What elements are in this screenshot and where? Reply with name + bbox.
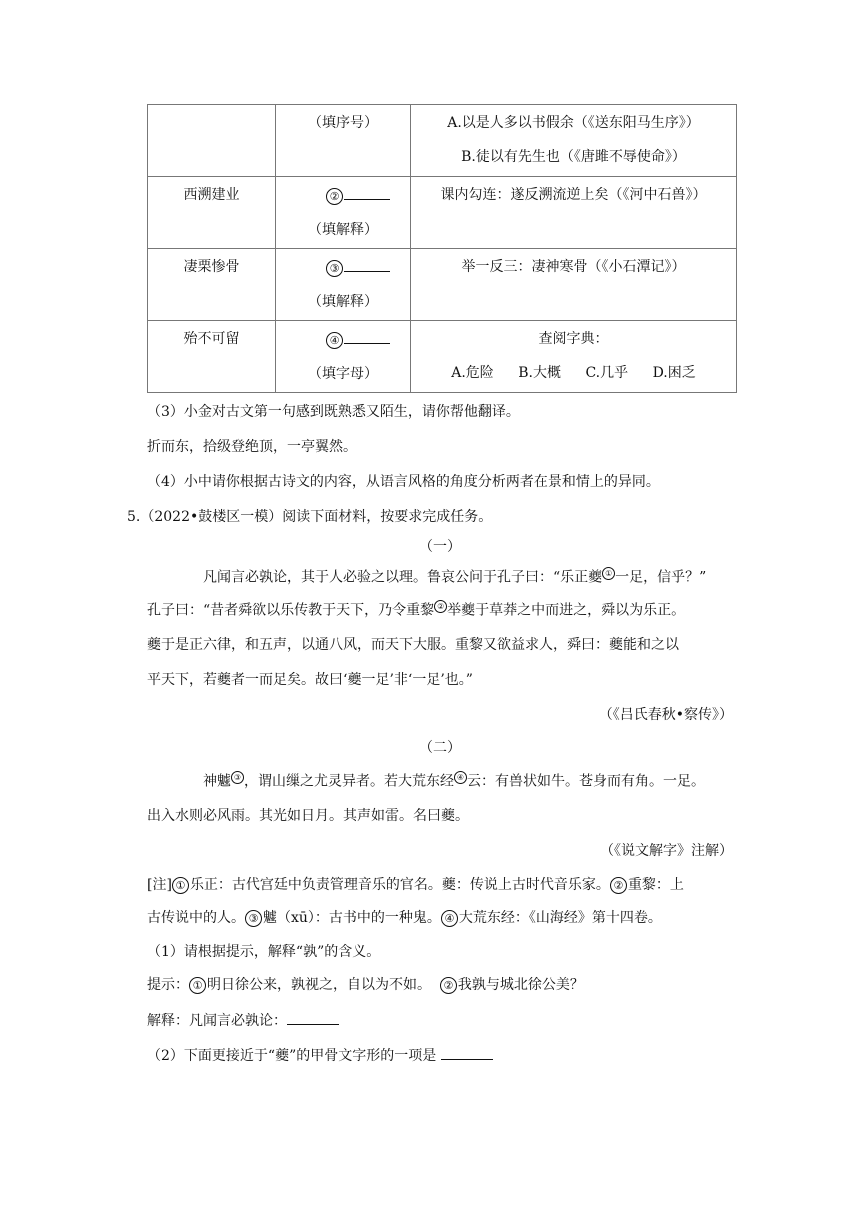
dictionary-title: 查阅字典：: [538, 331, 609, 347]
number-2: ②: [326, 188, 343, 205]
question-4: （4）小中请你根据古诗文的内容，从语言风格的角度分析两者在景和情上的异同。: [147, 474, 660, 490]
table-cell: [276, 177, 411, 249]
table-cell: [411, 105, 737, 177]
vocab-table: [147, 104, 737, 393]
passage-text: 神魖: [203, 773, 231, 790]
table-cell: [148, 177, 276, 249]
note-text: 古传说中的人。: [147, 910, 245, 926]
answer-blank[interactable]: [287, 1010, 339, 1025]
section-2-title: （二）: [419, 740, 461, 756]
question-5-2: （2）下面更接近于“夔”的甲骨文字形的一项是: [147, 1048, 437, 1064]
notes-line-2: [147, 908, 747, 928]
passage-text: 举夔于草莽之中而进之，舜以为乐正。: [447, 602, 686, 619]
passage-2-line-2: 出入水则必风雨。其光如日月。其声如雷。名曰夔。: [147, 808, 469, 824]
table-cell: [148, 105, 276, 177]
table-cell: [411, 177, 737, 249]
explain-label: 解释：凡闻言必孰论：: [147, 1013, 287, 1029]
passage-1-line-2: [147, 600, 747, 621]
question-5: 5.（2022•鼓楼区一模）阅读下面材料，按要求完成任务。: [127, 509, 493, 525]
dict-option: A.危险: [451, 365, 494, 381]
notes-label: [注]: [147, 877, 172, 893]
passage-text: 孔子曰：“昔者舜欲以乐传教于天下，乃令重黎: [147, 602, 435, 619]
dict-option: D.困乏: [652, 365, 696, 381]
option-b: B.徒以有先生也（《唐雎不辱使命》）: [461, 149, 686, 165]
answer-blank[interactable]: [344, 185, 390, 200]
footnote-3: ③: [231, 771, 244, 784]
fill-hint: （填序号）: [308, 115, 378, 131]
word-4: 殆不可留: [183, 331, 240, 347]
hint-text: 明日徐公来，孰视之，自以为不如。: [207, 977, 431, 993]
reference: 举一反三：凄神寒骨（《小石潭记》）: [461, 259, 686, 275]
table-cell: [411, 321, 737, 393]
passage-2-line-1: [203, 771, 763, 792]
passage-text: 一足，信乎？”: [615, 569, 707, 586]
passage-1-line-3: 夔于是正六律，和五声，以通八风，而天下大服。重黎又欲益求人，舜曰：夔能和之以: [147, 637, 679, 653]
passage-text: 凡闻言必孰论，其于人必验之以理。鲁哀公问于孔子曰：“乐正夔: [203, 569, 603, 586]
word-3: 凄栗惨骨: [183, 259, 240, 275]
dict-option: C.几乎: [585, 365, 629, 381]
answer-blank[interactable]: [344, 329, 390, 344]
note-text: 大荒东经：《山海经》第十四卷。: [458, 910, 662, 926]
number-3: ③: [326, 260, 343, 277]
reference: 课内勾连：遂反溯流逆上矣（《河中石兽》）: [440, 187, 707, 203]
dict-option: B.大概: [518, 365, 561, 381]
number-4: ④: [326, 332, 343, 349]
passage-text: 云：有兽状如牛。苍身而有角。一足。: [467, 773, 705, 790]
hint-line: [147, 975, 747, 995]
note-text: 魖（xū）：古书中的一种鬼。: [263, 910, 441, 926]
question-5-1: （1）请根据提示，解释“孰”的含义。: [147, 944, 381, 960]
footnote-2: ②: [434, 600, 447, 613]
passage-1-line-1: [203, 567, 763, 588]
passage-1-line-4: 平天下，若夔者一而足矣。故曰‘夔一足’非‘一足’也。”: [147, 672, 473, 688]
table-cell: [411, 249, 737, 321]
table-cell: [276, 321, 411, 393]
table-cell: [148, 249, 276, 321]
question-3: （3）小金对古文第一句感到既熟悉又陌生，请你帮他翻译。: [147, 404, 520, 420]
note-number-3: ③: [245, 910, 262, 927]
hint-label: 提示：: [147, 977, 189, 993]
hint-number-1: ①: [189, 977, 206, 994]
fill-hint: （填解释）: [308, 294, 378, 310]
word-2: 西溯建业: [183, 187, 240, 203]
note-number-2: ②: [610, 877, 627, 894]
notes-line-1: [147, 875, 747, 895]
footnote-4: ④: [454, 771, 467, 784]
explain-line: [147, 1010, 747, 1031]
answer-blank[interactable]: [441, 1045, 493, 1060]
note-number-1: ①: [172, 877, 189, 894]
question-5-2-line: [147, 1045, 747, 1066]
question-3-text: 折而东，拾级登绝顶，一亭翼然。: [147, 439, 357, 455]
option-a: A.以是人多以书假余（《送东阳马生序》）: [447, 115, 700, 131]
note-text: 重黎：上: [627, 877, 684, 893]
table-cell: [276, 249, 411, 321]
footnote-1: ①: [602, 567, 615, 580]
source-2: （《说文解字》注解）: [600, 843, 733, 859]
hint-text: 我孰与城北徐公美？: [457, 977, 584, 993]
answer-blank[interactable]: [344, 257, 390, 272]
table-cell: [148, 321, 276, 393]
table-cell: [276, 105, 411, 177]
fill-hint: （填解释）: [308, 222, 378, 238]
note-number-4: ④: [441, 910, 458, 927]
hint-number-2: ②: [440, 977, 457, 994]
section-1-title: （一）: [419, 539, 461, 555]
fill-hint: （填字母）: [308, 366, 378, 382]
source-1: （《吕氏春秋•察传》）: [598, 707, 733, 723]
note-text: 乐正：古代宫廷中负责管理音乐的官名。夔：传说上古时代音乐家。: [189, 877, 610, 893]
passage-text: ，谓山缫之尤灵异者。若大荒东经: [244, 773, 454, 790]
